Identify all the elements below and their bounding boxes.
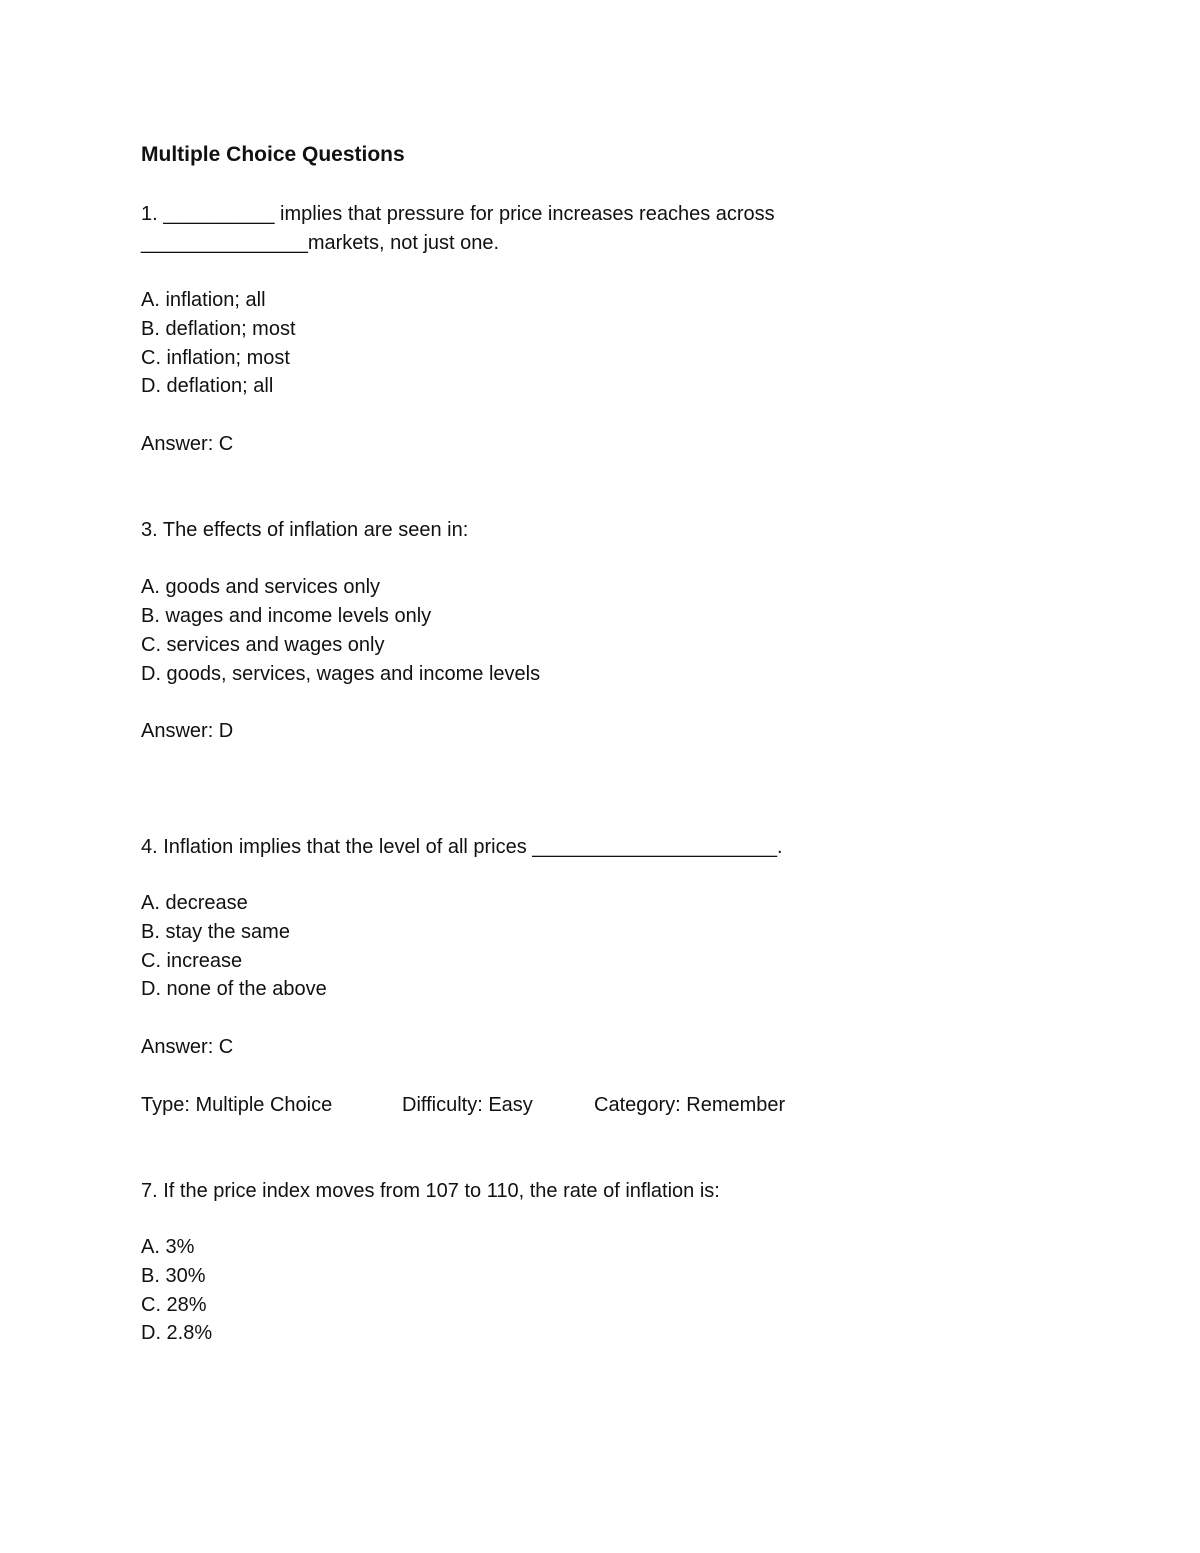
- question-1-option-b: B. deflation; most: [141, 318, 296, 340]
- question-7-option-a: A. 3%: [141, 1236, 195, 1258]
- question-3-text: 3. The effects of inflation are seen in:: [141, 519, 469, 541]
- document-title: Multiple Choice Questions: [141, 143, 405, 166]
- question-7-option-d: D. 2.8%: [141, 1322, 213, 1344]
- question-1-text-line-2: _______________markets, not just one.: [141, 232, 500, 254]
- question-3-option-a: A. goods and services only: [141, 576, 381, 598]
- question-3-answer: Answer: D: [141, 720, 234, 742]
- question-4-difficulty: Difficulty: Easy: [402, 1094, 533, 1116]
- question-1-option-c: C. inflation; most: [141, 347, 290, 369]
- question-7-option-b: B. 30%: [141, 1265, 206, 1287]
- question-3-option-b: B. wages and income levels only: [141, 605, 432, 627]
- question-4-option-c: C. increase: [141, 950, 243, 972]
- question-7-text: 7. If the price index moves from 107 to 110, the rate of inflation is:: [141, 1180, 720, 1202]
- question-4-option-d: D. none of the above: [141, 978, 327, 1000]
- question-4-category: Category: Remember: [594, 1094, 786, 1116]
- question-7-option-c: C. 28%: [141, 1294, 207, 1316]
- question-1-text-line-1: 1. __________ implies that pressure for price increases reaches across: [141, 203, 775, 225]
- question-4-type: Type: Multiple Choice: [141, 1094, 333, 1116]
- question-4-text: 4. Inflation implies that the level of all prices ______________________.: [141, 836, 783, 858]
- question-3-option-c: C. services and wages only: [141, 634, 385, 656]
- question-4-answer: Answer: C: [141, 1036, 234, 1058]
- question-3-option-d: D. goods, services, wages and income levels: [141, 663, 541, 685]
- question-1-answer: Answer: C: [141, 433, 234, 455]
- question-4-option-a: A. decrease: [141, 892, 248, 914]
- question-1-option-a: A. inflation; all: [141, 289, 266, 311]
- question-4-option-b: B. stay the same: [141, 921, 290, 943]
- question-1-option-d: D. deflation; all: [141, 375, 274, 397]
